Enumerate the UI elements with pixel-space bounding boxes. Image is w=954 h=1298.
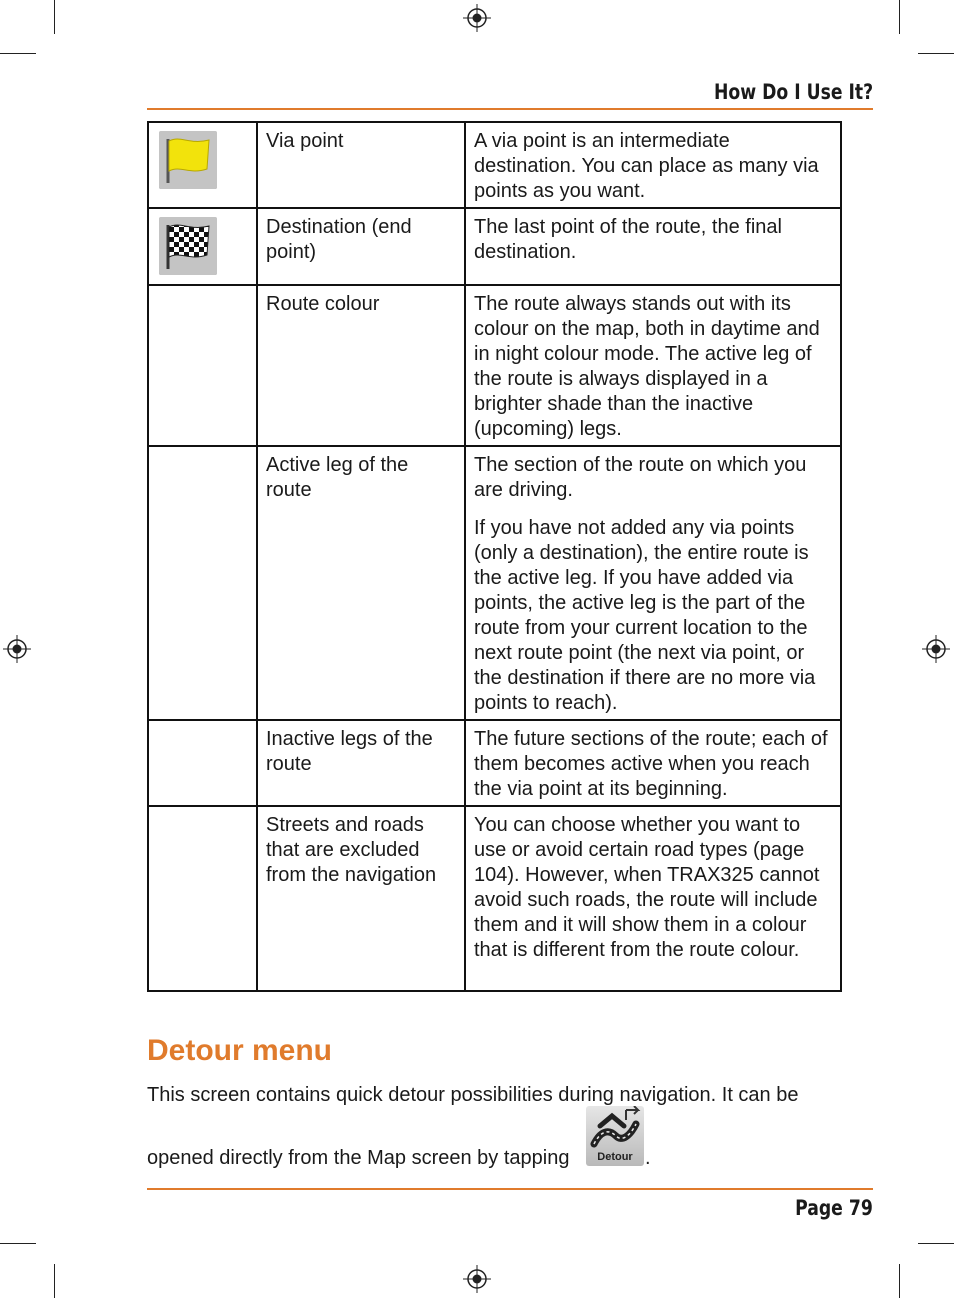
crop-mark <box>0 1243 36 1244</box>
section-title: Detour menu <box>147 1034 333 1067</box>
legend-term: Inactive legs of the route <box>257 720 465 806</box>
page-number-text: Page 79 <box>795 1196 873 1220</box>
icon-cell <box>148 208 257 285</box>
table-row <box>148 446 841 720</box>
registration-mark-icon <box>463 1265 491 1293</box>
detour-road-icon <box>586 1106 644 1148</box>
legend-description: The future sections of the route; each of them becomes active when you reach the via point at its beginning. <box>465 720 841 806</box>
legend-description: The section of the route on which you are driving. If you have not added any via points (only a destination), the entire route is the active leg. If you have added via points, the active leg is the part of the route from your current location to the next route point (the next via point, or the destination if there are no more via points to reach). <box>465 446 841 720</box>
table-row <box>148 122 841 208</box>
crop-mark <box>54 1264 55 1298</box>
registration-mark-icon <box>922 635 950 663</box>
legend-term: Route colour <box>257 285 465 446</box>
section-paragraph-line: This screen contains quick detour possibilities during navigation. It can be <box>147 1084 799 1106</box>
period: . <box>645 1147 651 1169</box>
detour-button-icon <box>586 1106 644 1166</box>
icon-cell <box>148 446 257 720</box>
section-paragraph-text: opened directly from the Map screen by tapping <box>147 1147 570 1169</box>
crop-mark <box>899 0 900 34</box>
route-legend-table <box>147 121 842 992</box>
header-rule <box>147 108 873 110</box>
yellow-flag-icon <box>159 131 217 189</box>
icon-cell <box>148 806 257 991</box>
icon-cell <box>148 122 257 208</box>
table-row <box>148 720 841 806</box>
footer-rule <box>147 1188 873 1190</box>
legend-description: A via point is an intermediate destination. You can place as many via points as you want. <box>465 122 841 208</box>
header-title: How Do I Use It? <box>713 80 873 104</box>
crop-mark <box>918 1243 954 1244</box>
table-row <box>148 806 841 991</box>
crop-mark <box>899 1264 900 1298</box>
crop-mark <box>0 53 36 54</box>
section-paragraph-line <box>147 1146 873 1171</box>
registration-mark-icon <box>3 635 31 663</box>
checkered-flag-icon <box>159 217 217 275</box>
icon-cell <box>148 720 257 806</box>
page-number <box>147 1196 873 1220</box>
legend-term: Streets and roads that are excluded from the navigation <box>257 806 465 991</box>
legend-description: You can choose whether you want to use or avoid certain road types (page 104). However, when TRAX325 cannot avoid such roads, the route will include them and it will show them in a colour that is different from the route colour. <box>465 806 841 991</box>
legend-term: Active leg of the route <box>257 446 465 720</box>
running-header <box>147 80 873 104</box>
legend-term: Destination (end point) <box>257 208 465 285</box>
table-row <box>148 285 841 446</box>
crop-mark <box>54 0 55 34</box>
legend-term: Via point <box>257 122 465 208</box>
crop-mark <box>918 53 954 54</box>
icon-cell <box>148 285 257 446</box>
detour-button-label: Detour <box>597 1151 633 1163</box>
table-row <box>148 208 841 285</box>
legend-description: The last point of the route, the final destination. <box>465 208 841 285</box>
section-paragraph-end <box>645 1146 665 1171</box>
registration-mark-icon <box>463 4 491 32</box>
legend-description: The route always stands out with its colour on the map, both in daytime and in night colour mode. The active leg of the route is always displayed in a brighter shade than the inactive (upcoming) legs. <box>465 285 841 446</box>
